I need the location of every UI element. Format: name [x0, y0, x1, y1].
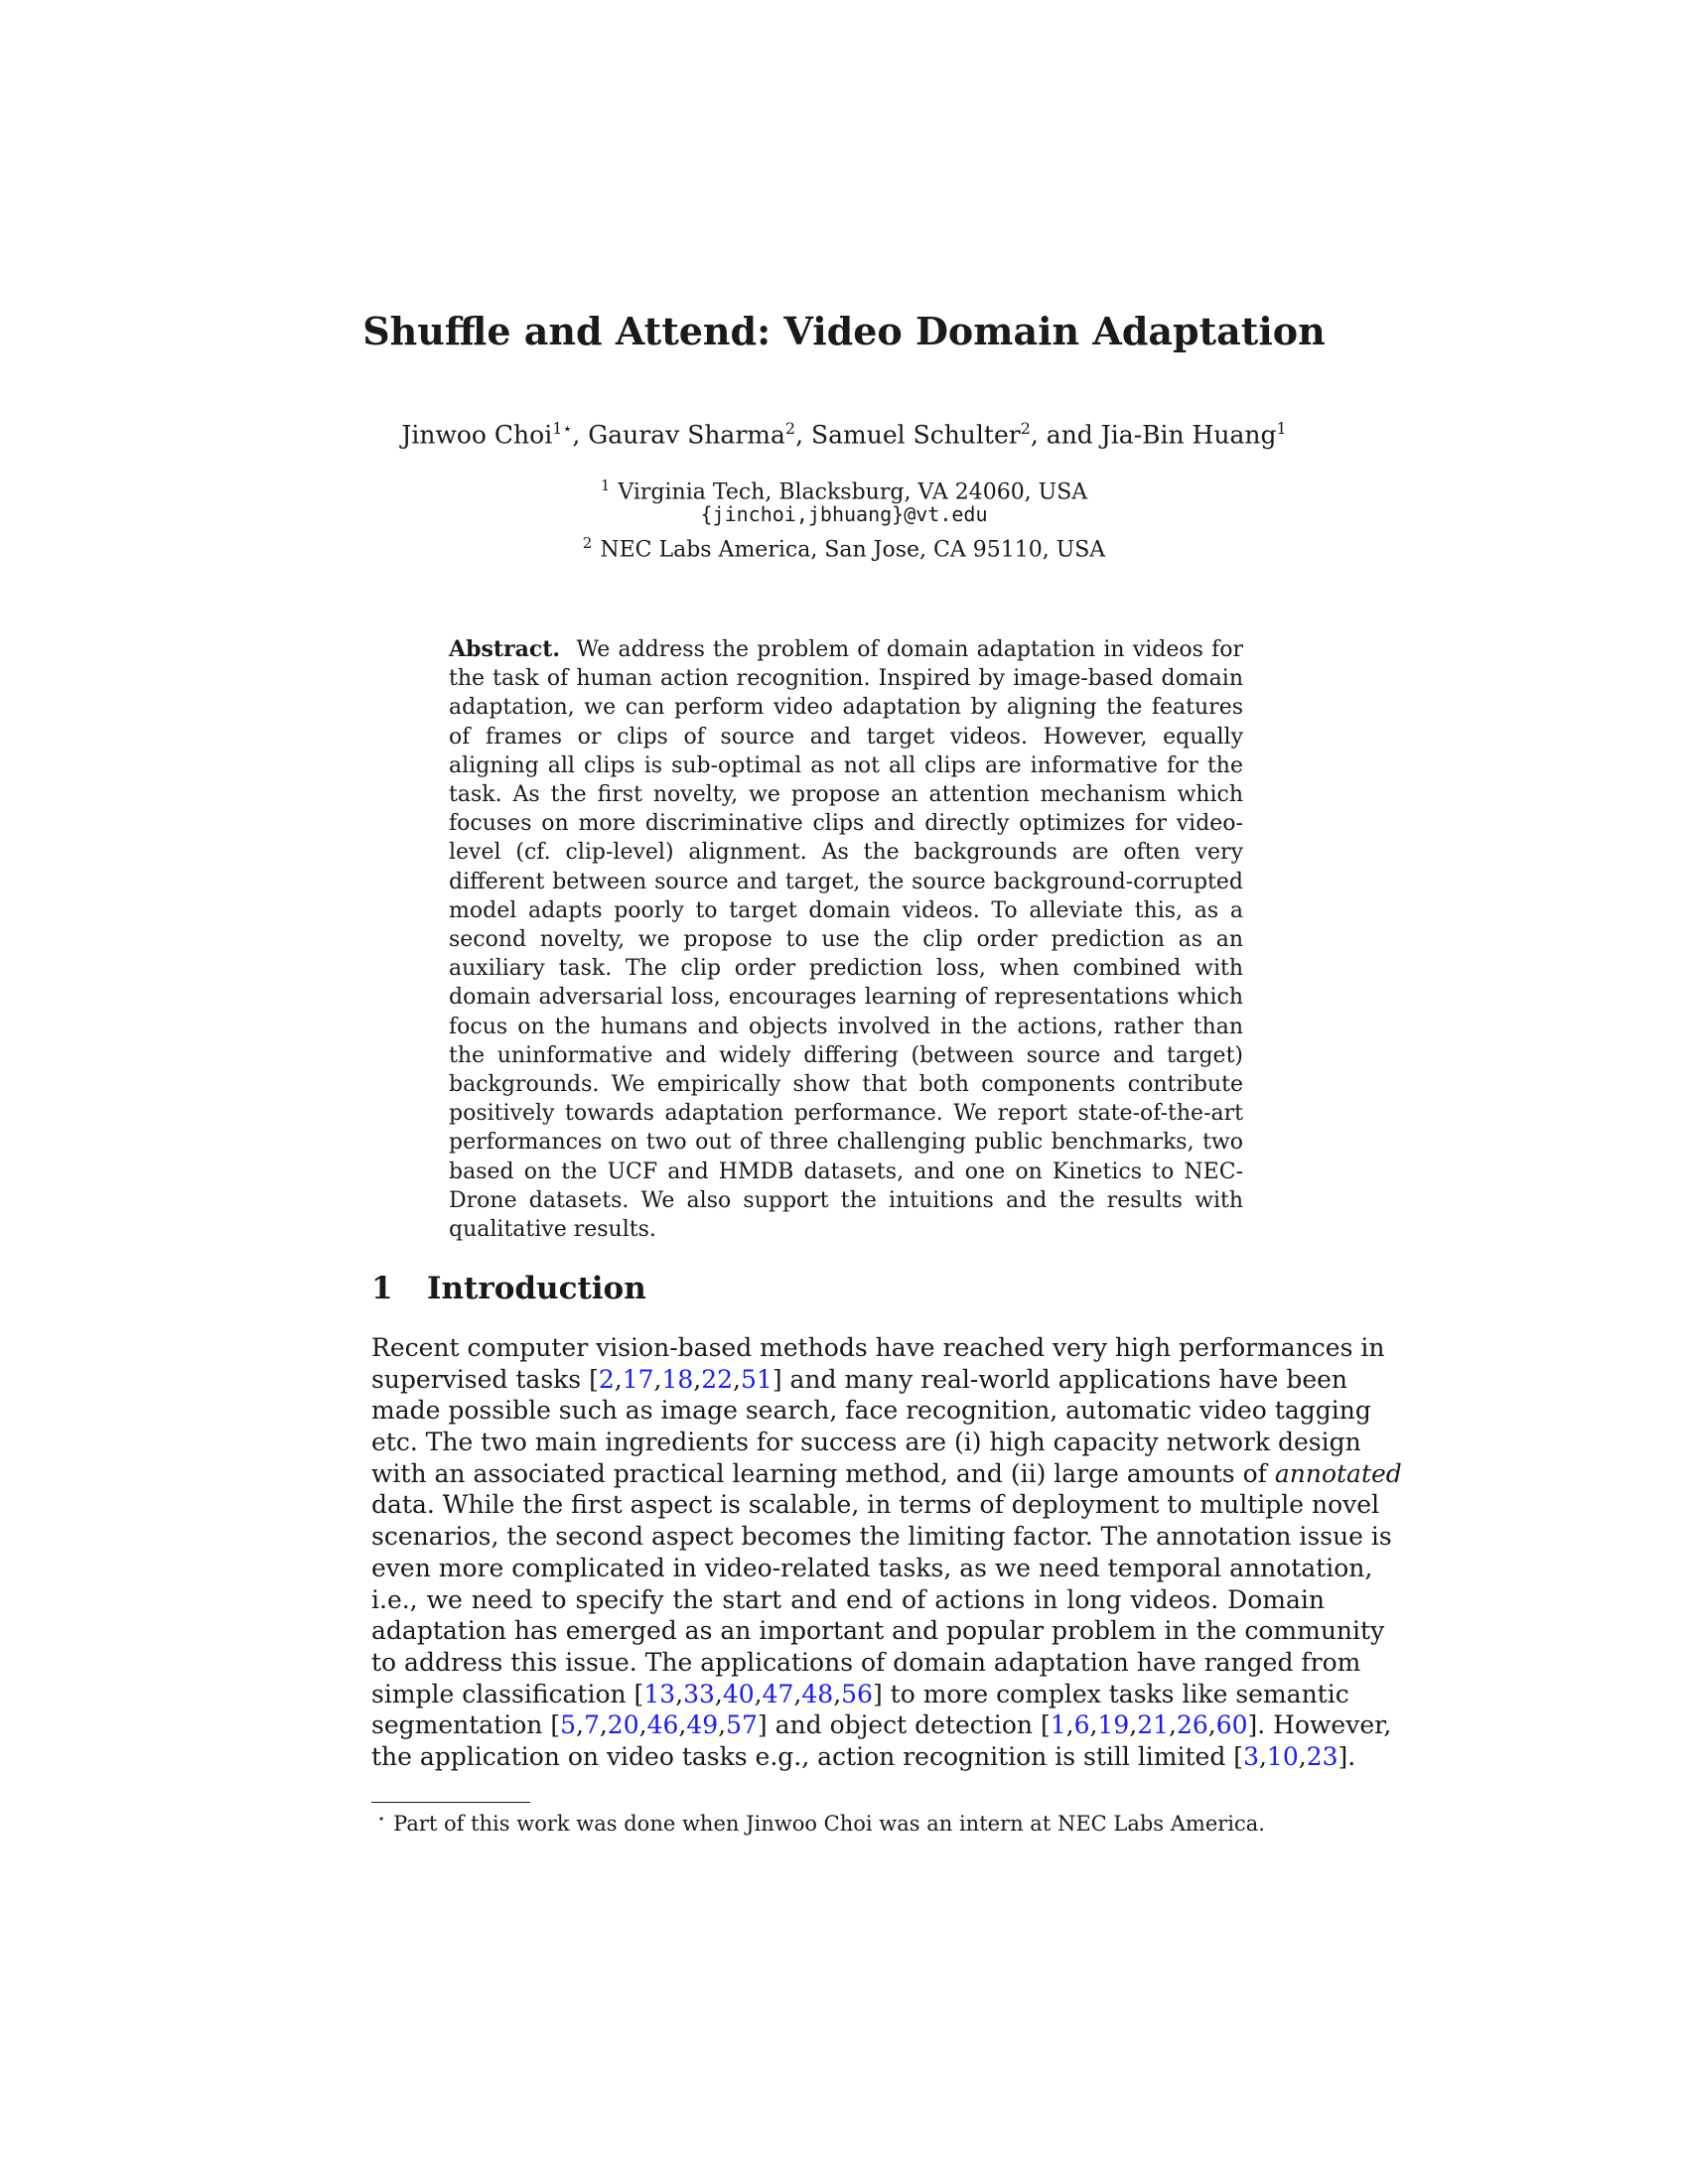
text-line: adaptation has emerged as an important and popular problem in the community — [371, 1616, 1385, 1646]
citation-link[interactable]: 10 — [1266, 1741, 1299, 1771]
text-line: with an associated practical learning method, and (ii) large amounts of annotated — [371, 1458, 1402, 1488]
text-line: the application on video tasks e.g., action recognition is still limited [3,10,23]. — [371, 1741, 1356, 1771]
affiliations — [0, 472, 1688, 563]
citation-link[interactable]: 49 — [686, 1710, 719, 1740]
citation-link[interactable]: 7 — [583, 1710, 600, 1740]
author-affiliation-mark: 2 — [784, 419, 796, 438]
citation-link[interactable]: 1 — [1050, 1710, 1066, 1740]
citation-link[interactable]: 22 — [701, 1364, 734, 1394]
abstract-text: We address the problem of domain adaptation in videos for the task of human action recognition. Inspired by image-based domain adaptation, we can perform video adaptation by aligning the features of frames or clips of source and target videos. However, equally aligning all clips is sub-optimal as not all clips are informative for the task. As the first novelty, we propose an attention mechanism which focuses on more discriminative clips and directly optimizes for video-level (cf. clip-level) alignment. As the backgrounds are often very different between source and target, the source background-corrupted model adapts poorly to target domain videos. To alleviate this, as a second novelty, we propose to use the clip order prediction as an auxiliary task. The clip order prediction loss, when combined with domain adversarial loss, encourages learning of representations which focus on the humans and objects involved in the actions, rather than the uninformative and widely differing (between source and target) backgrounds. We empirically show that both components contribute positively towards adaptation performance. We report state-of-the-art performances on two out of three challenging public benchmarks, two based on the UCF and HMDB datasets, and one on Kinetics to NEC-Drone datasets. We also support the intuitions and the results with qualitative results. — [449, 637, 1243, 1243]
citation-link[interactable]: 19 — [1097, 1710, 1130, 1740]
citation-link[interactable]: 17 — [622, 1364, 654, 1394]
author-name: Gaurav Sharma — [588, 420, 785, 450]
text-line: etc. The two main ingredients for success are (i) high capacity network design — [371, 1428, 1361, 1457]
text-line: simple classification [13,33,40,47,48,56] to more complex tasks like semantic — [371, 1679, 1349, 1708]
footnote-mark: ⋆ — [377, 1812, 386, 1827]
text-line: i.e., we need to specify the start and end of actions in long videos. Domain — [371, 1584, 1325, 1614]
section-title: Introduction — [427, 1271, 646, 1306]
citation-link[interactable]: 51 — [741, 1364, 773, 1394]
paper-title: Shuffle and Attend: Video Domain Adaptation — [362, 309, 1326, 353]
citation-link[interactable]: 57 — [726, 1710, 758, 1740]
footnote-rule — [371, 1802, 530, 1803]
author-affiliation-mark: 1⋆ — [552, 419, 573, 438]
affiliation-number: 1 — [600, 477, 611, 494]
citation-link[interactable]: 6 — [1073, 1710, 1090, 1740]
citation-link[interactable]: 20 — [607, 1710, 639, 1740]
footnote-text: Part of this work was done when Jinwoo Choi was an intern at NEC Labs America. — [393, 1812, 1265, 1836]
citation-link[interactable]: 23 — [1306, 1741, 1338, 1771]
author-affiliation-mark: 1 — [1276, 419, 1287, 438]
text-line: scenarios, the second aspect becomes the limiting factor. The annotation issue is — [371, 1522, 1392, 1552]
affiliation-1 — [0, 472, 1688, 505]
affiliation-email — [0, 500, 1688, 529]
citation-link[interactable]: 26 — [1176, 1710, 1208, 1740]
author-name: Jinwoo Choi — [401, 420, 553, 450]
citation-link[interactable]: 2 — [598, 1364, 615, 1394]
author-conjunction: and — [1046, 420, 1093, 450]
citation-link[interactable]: 21 — [1137, 1710, 1169, 1740]
footnote — [371, 1805, 1325, 1839]
emphasis: annotated — [1274, 1458, 1402, 1488]
citation-link[interactable]: 3 — [1243, 1741, 1259, 1771]
citation-link[interactable]: 48 — [801, 1679, 834, 1708]
citation-link[interactable]: 46 — [646, 1710, 679, 1740]
text-line: Recent computer vision-based methods have reached very high performances in — [371, 1333, 1385, 1362]
introduction-paragraph — [371, 1332, 1402, 1773]
citation-link[interactable]: 47 — [762, 1679, 794, 1708]
author-affiliation-mark: 2 — [1020, 419, 1031, 438]
affiliation-text: Virginia Tech, Blacksburg, VA 24060, USA — [618, 479, 1088, 505]
citation-link[interactable]: 18 — [661, 1364, 694, 1394]
author-name: Jia-Bin Huang — [1100, 420, 1277, 450]
section-heading — [371, 1267, 646, 1310]
text-line: data. While the first aspect is scalable, in terms of deployment to multiple novel — [371, 1490, 1380, 1520]
affiliation-number: 2 — [582, 534, 593, 552]
text-line: made possible such as image search, face recognition, automatic video tagging — [371, 1396, 1371, 1426]
text-line: even more complicated in video-related tasks, as we need temporal annotation, — [371, 1553, 1373, 1582]
citation-link[interactable]: 56 — [841, 1679, 873, 1708]
citation-link[interactable]: 40 — [722, 1679, 755, 1708]
citation-link[interactable]: 5 — [560, 1710, 576, 1740]
text-line: segmentation [5,7,20,46,49,57] and object detection [1,6,19,21,26,60]. However, — [371, 1710, 1392, 1740]
abstract-label: Abstract. — [449, 636, 561, 662]
citation-link[interactable]: 33 — [683, 1679, 715, 1708]
citation-link[interactable]: 13 — [643, 1679, 676, 1708]
email-address: {jinchoi,jbhuang}@vt.edu — [700, 502, 988, 526]
author-name: Samuel Schulter — [811, 420, 1021, 450]
text-line: to address this issue. The applications of domain adaptation have ranged from — [371, 1647, 1361, 1677]
affiliation-text: NEC Labs America, San Jose, CA 95110, USA — [600, 537, 1106, 563]
text-line: supervised tasks [2,17,18,22,51] and many real-world applications have been — [371, 1364, 1348, 1394]
abstract — [449, 635, 1243, 1244]
author-list: Jinwoo Choi$^{1⋆}$, Gaurav Sharma$^2$, Samuel Schulter$^2$, and Jia-Bin Huang$^1$ — [401, 419, 1287, 450]
section-number: 1 — [371, 1271, 393, 1306]
affiliation-2 — [0, 529, 1688, 563]
citation-link[interactable]: 60 — [1215, 1710, 1248, 1740]
